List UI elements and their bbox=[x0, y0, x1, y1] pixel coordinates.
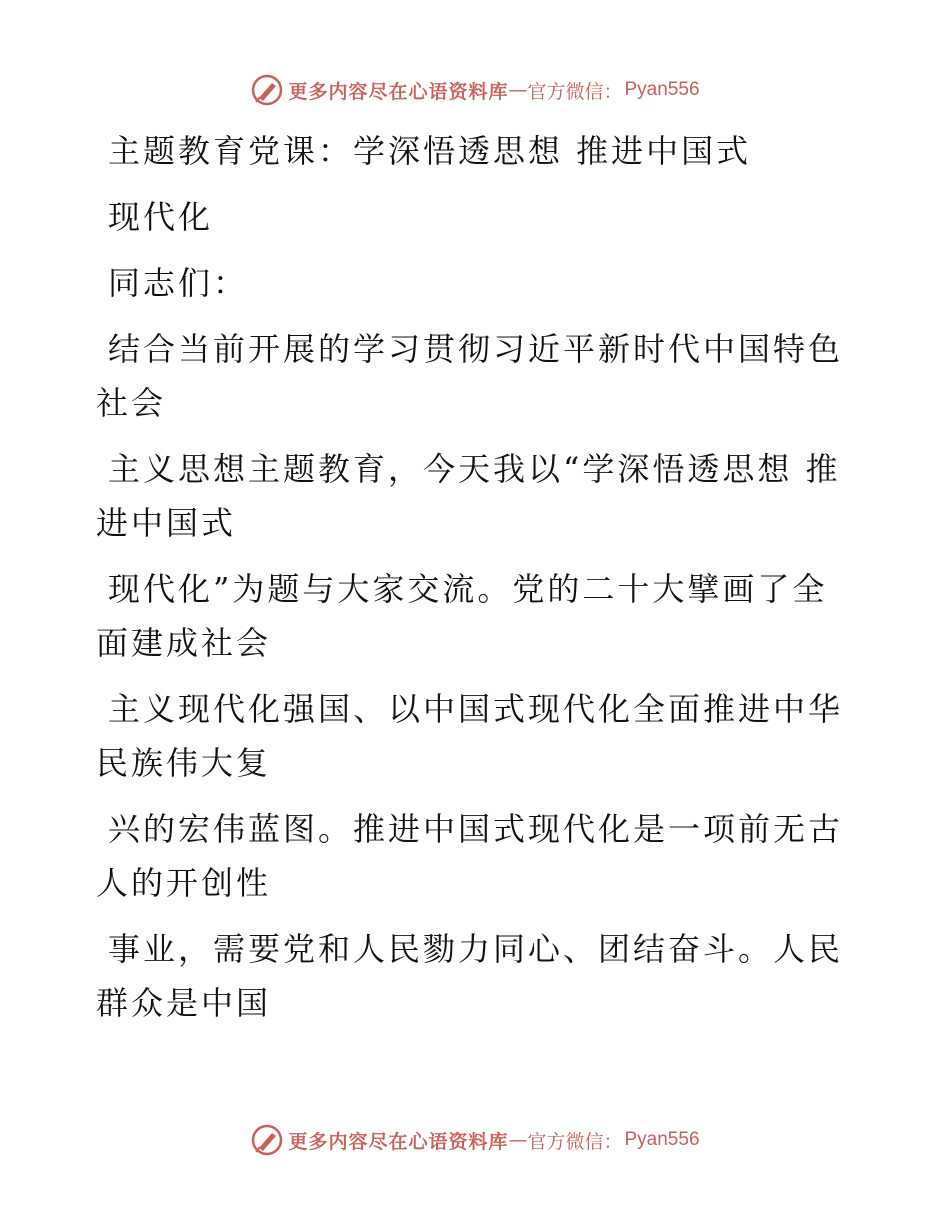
header-watermark-text: 更多内容尽在心语资料库 bbox=[288, 80, 509, 103]
document-line: 民族伟大复 bbox=[96, 744, 272, 782]
footer-watermark-wechat: 官方微信： bbox=[527, 1130, 623, 1153]
document-line: 主义思想主题教育，今天我以“学深悟透思想 推 bbox=[108, 450, 841, 488]
footer-watermark-dash: — bbox=[508, 1129, 528, 1151]
header-watermark bbox=[0, 70, 950, 110]
document-line: 人的开创性 bbox=[96, 864, 272, 902]
footer-watermark-id: Pyan556 bbox=[624, 1129, 700, 1150]
footer-watermark bbox=[0, 1120, 950, 1160]
pen-logo-icon bbox=[250, 73, 284, 107]
header-watermark-dash: — bbox=[508, 79, 528, 101]
document-line: 同志们： bbox=[108, 264, 249, 302]
document-line: 面建成社会 bbox=[96, 624, 272, 662]
document-line: 主义现代化强国、以中国式现代化全面推进中华 bbox=[108, 690, 844, 728]
document-line: 现代化 bbox=[108, 198, 214, 236]
document-line: 结合当前开展的学习贯彻习近平新时代中国特色 bbox=[108, 330, 844, 368]
footer-watermark-text: 更多内容尽在心语资料库 bbox=[288, 1130, 509, 1153]
document-line: 进中国式 bbox=[96, 504, 237, 542]
document-line: 主题教育党课：学深悟透思想 推进中国式 bbox=[108, 132, 752, 170]
document-line: 社会 bbox=[96, 384, 167, 422]
document-line: 现代化”为题与大家交流。党的二十大擘画了全 bbox=[108, 570, 828, 608]
document-line: 群众是中国 bbox=[96, 984, 272, 1022]
document-body bbox=[96, 118, 856, 1036]
header-watermark-id: Pyan556 bbox=[624, 79, 700, 100]
pen-logo-icon bbox=[250, 1123, 284, 1157]
document-line: 兴的宏伟蓝图。推进中国式现代化是一项前无古 bbox=[108, 810, 844, 848]
header-watermark-wechat: 官方微信： bbox=[527, 80, 623, 103]
document-line: 事业，需要党和人民勠力同心、团结奋斗。人民 bbox=[108, 930, 844, 968]
